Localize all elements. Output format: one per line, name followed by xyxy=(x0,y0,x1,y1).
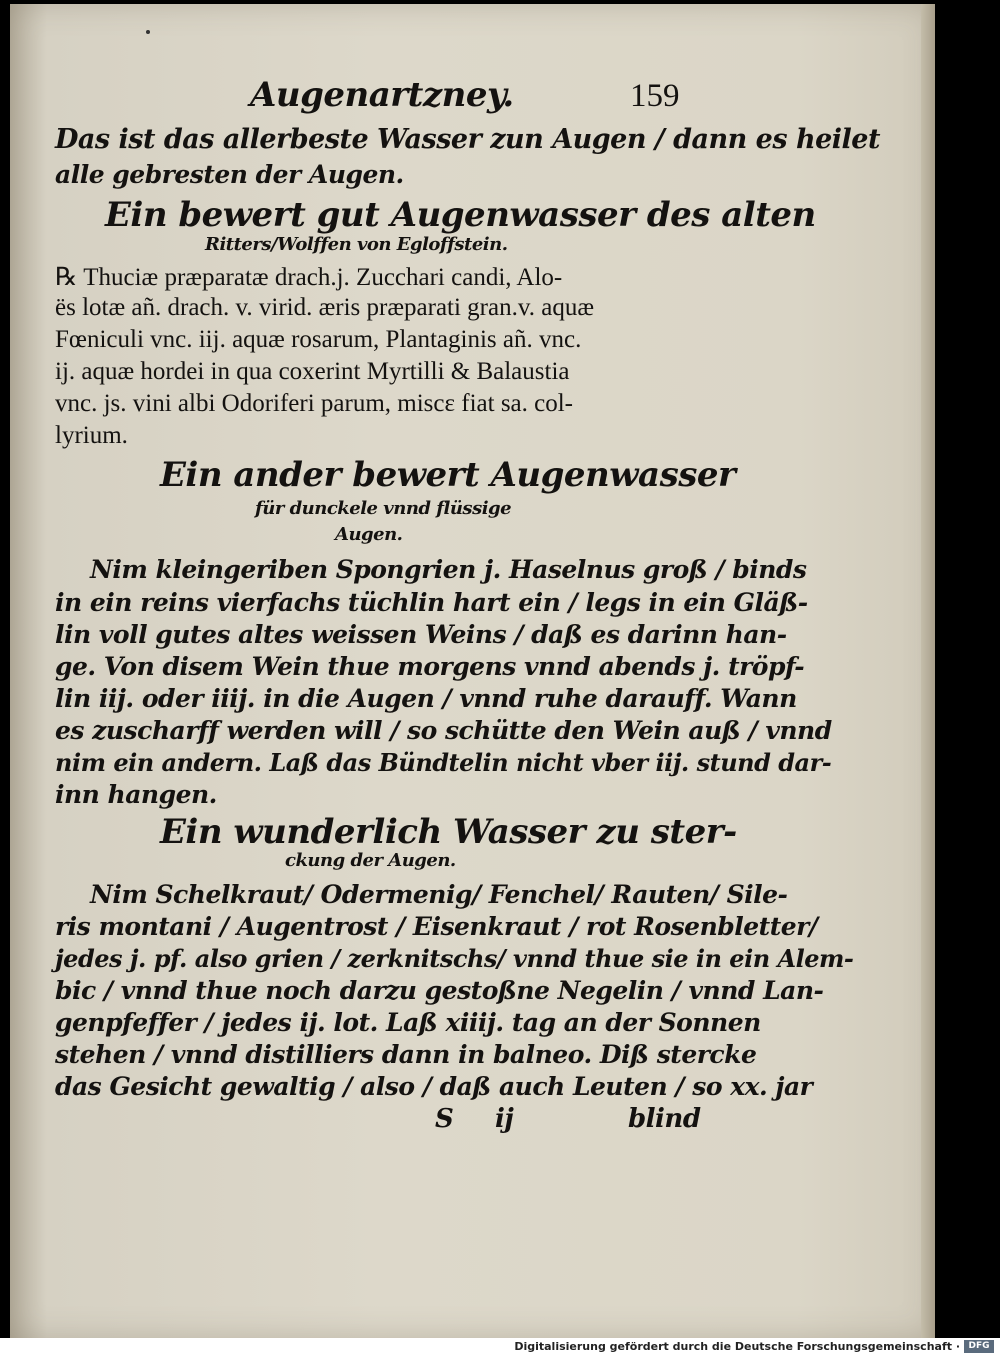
recipe-line-5: vnc. js. vini albi Odoriferi parum, miscε fiat sa. col- xyxy=(55,390,574,417)
text-line-20: inn hangen. xyxy=(55,780,217,809)
recipe-line-2: ës lotæ añ. drach. v. virid. æris præparati gran.v. aquæ xyxy=(55,294,595,321)
dfg-logo: DFG xyxy=(964,1340,994,1353)
recipe-line-6: lyrium. xyxy=(55,422,128,449)
text-line-2: alle gebresten der Augen. xyxy=(55,160,404,189)
recipe-line-4: ij. aquæ hordei in qua coxerint Myrtilli & Balaustia xyxy=(55,358,570,385)
ink-speck xyxy=(146,30,150,34)
text-line-25: jedes j. pf. also grien / zerknitschs/ vnnd thue sie in ein Alem- xyxy=(55,944,854,973)
text-line-29: das Gesicht gewaltig / also / daß auch Leuten / so xx. jar xyxy=(55,1072,813,1101)
heading-1: Ein bewert gut Augenwasser des alten xyxy=(105,195,816,235)
text-line-1: Das ist das allerbeste Wasser zun Augen / dann es heilet xyxy=(55,124,880,155)
text-line-16: ge. Von disem Wein thue morgens vnnd abends j. tröpf- xyxy=(55,652,805,681)
catchword: blind xyxy=(628,1104,701,1134)
heading-2: Ein ander bewert Augenwasser xyxy=(160,455,736,495)
heading-3: Ein wunderlich Wasser zu ster- xyxy=(160,812,737,852)
heading-1-sub: Ritters/Wolffen von Egloffstein. xyxy=(205,234,508,255)
signature-mark: S xyxy=(435,1104,454,1134)
text-line-14: in ein reins vierfachs tüchlin hart ein / legs in ein Gläß- xyxy=(55,588,808,617)
text-line-26: bic / vnnd thue noch darzu gestoßne Negelin / vnnd Lan- xyxy=(55,976,824,1005)
text-line-24: ris montani / Augentrost / Eisenkraut / rot Rosenbletter/ xyxy=(55,912,818,941)
text-line-17: lin iij. oder iiij. in die Augen / vnnd ruhe darauff. Wann xyxy=(55,684,797,713)
page-number: 159 xyxy=(630,78,680,114)
signature-number: ij xyxy=(495,1104,514,1134)
text-line-13: Nim kleingeriben Spongrien j. Haselnus groß / binds xyxy=(90,555,807,584)
text-line-27: genpfeffer / jedes ij. lot. Laß xiiij. tag an der Sonnen xyxy=(55,1008,761,1037)
heading-2-sub: für dunckele vnnd flüssige xyxy=(255,498,512,519)
text-line-15: lin voll gutes altes weissen Weins / daß es darinn han- xyxy=(55,620,787,649)
footer-credit: Digitalisierung gefördert durch die Deutsche Forschungsgemeinschaft · xyxy=(514,1340,960,1353)
heading-3-sub: ckung der Augen. xyxy=(285,850,456,871)
running-head: Augenartzney. xyxy=(250,75,514,115)
page-edge xyxy=(921,4,935,1338)
text-line-19: nim ein andern. Laß das Bündtelin nicht vber iij. stund dar- xyxy=(55,748,832,777)
recipe-line-3: Fœniculi vnc. iij. aquæ rosarum, Plantaginis añ. vnc. xyxy=(55,326,582,353)
text-line-28: stehen / vnnd distilliers dann in balneo. Diß stercke xyxy=(55,1040,757,1069)
text-line-23: Nim Schelkraut/ Odermenig/ Fenchel/ Rauten/ Sile- xyxy=(90,880,788,909)
recipe-line-1: ℞ Thuciæ præparatæ drach.j. Zucchari candi, Alo- xyxy=(55,264,563,291)
heading-2-sub2: Augen. xyxy=(335,524,403,545)
text-line-18: es zuscharff werden will / so schütte den Wein auß / vnnd xyxy=(55,716,832,745)
